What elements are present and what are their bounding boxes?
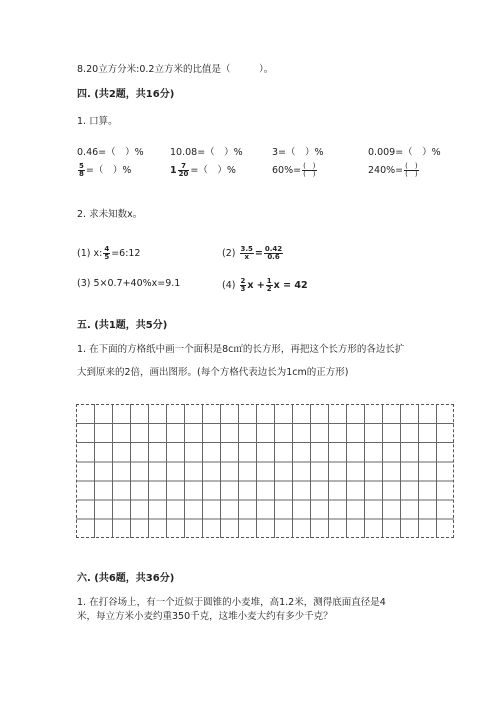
section-6-line-1: 1. 在打谷场上，有一个近似于圆锥的小麦堆，高1.2米，测得底面直径是4 <box>77 597 386 608</box>
equation-2: (2) $\frac{3.5}{x}$ = $\frac{0.42}{0.6}$ <box>222 245 283 261</box>
section-5-line-1: 1. 在下面的方格纸中画一个面积是8c㎡的长方形，再把这个长方形的各边长扩 <box>77 344 405 355</box>
calc-6: 1 $\frac{7}{20}$ =（ ）% <box>170 162 236 178</box>
question-8: 8.20立方分米:0.2立方米的比值是（ ）。 <box>77 64 274 75</box>
section-5-line-2: 大到原来的2倍，画出图形。(每个方格代表边长为1cm的正方形) <box>77 367 349 378</box>
section-6-title: 六. (共6题，共36分) <box>77 573 175 584</box>
q1-label: 1. 口算。 <box>77 116 118 127</box>
equation-1: (1) x: $\frac{4}{5}$ =6:12 <box>77 245 141 261</box>
calc-5: $\frac{5}{8}$ =（ ）% <box>79 162 132 178</box>
section-5-title: 五. (共1题，共5分) <box>77 320 168 331</box>
calc-2: 10.08=（ ）% <box>170 147 243 158</box>
calc-7: 60%= $\frac{( )}{( )}$ <box>272 162 316 178</box>
section-6-line-2: 米，每立方米小麦约重350千克，这堆小麦大约有多少千克？ <box>77 611 333 622</box>
calc-8: 240%= $\frac{( )}{( )}$ <box>368 162 418 178</box>
calc-1: 0.46=（ ）% <box>77 147 144 158</box>
equation-4: (4) $\frac{2}{3}$ x + $\frac{1}{2}$ x = 42 <box>222 277 308 293</box>
grid-paper <box>76 404 454 538</box>
equation-3: (3) 5×0.7+40%x=9.1 <box>77 278 181 289</box>
section-4-title: 四. (共2题，共16分) <box>77 89 175 100</box>
calc-4: 0.009=（ ）% <box>368 147 441 158</box>
calc-3: 3=（ ）% <box>272 147 324 158</box>
q2-label: 2. 求未知数x。 <box>77 209 143 220</box>
